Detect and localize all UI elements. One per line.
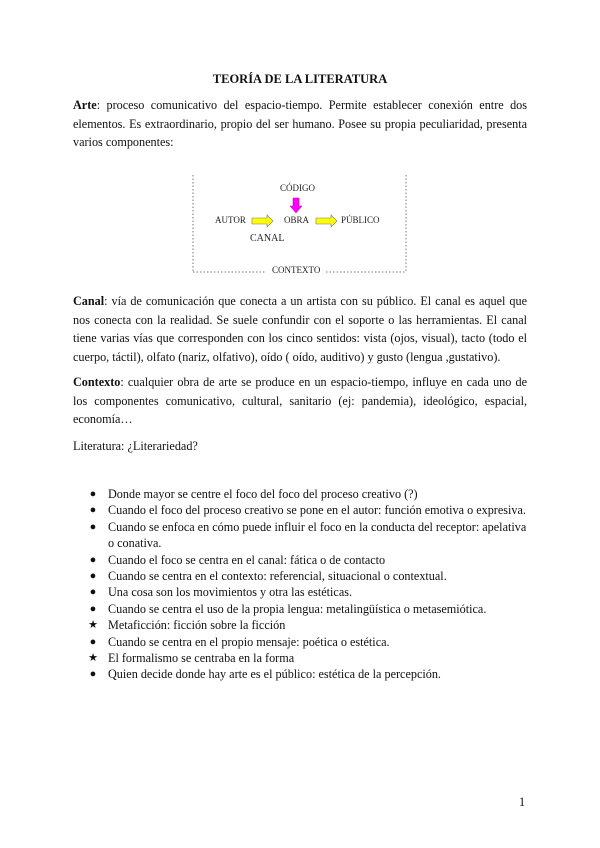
- obra-publico-arrow: [316, 215, 337, 227]
- star-icon: ★: [88, 619, 98, 632]
- canal-text: : vía de comunicación que conecta a un artista con su público. El canal es aquel que nos conecta con la realidad. Se suele confundir con el soporte o las herramientas. El canal tiene varias vías que corresponden con los cinco sentidos: vista (ojos, visual), tacto (todo el cuerpo, táctil), olfato (nariz, olfativo), oído ( oído, auditivo) y gusto (lengua ,gustativo).: [73, 294, 527, 364]
- list-item: [86, 666, 531, 682]
- list-item-text: Metaficción: ficción sobre la ficción: [108, 618, 286, 633]
- list-item: [86, 502, 531, 518]
- list-item-text: Cuando el foco se centra en el canal: fática o de contacto: [108, 552, 386, 567]
- list-item: [86, 584, 531, 600]
- list-item: [86, 552, 531, 568]
- list-item: [86, 634, 531, 650]
- list-item-text: Una cosa son los movimientos y otra las estéticas.: [108, 585, 353, 600]
- list-item: [86, 650, 531, 666]
- list-item-text: Cuando se centra en el propio mensaje: poética o estética.: [108, 634, 390, 649]
- star-icon: ★: [88, 652, 98, 665]
- list-item-text: Cuando se centra el uso de la propia lengua: metalingüística o metasemiótica.: [108, 601, 487, 616]
- list-item-text: Cuando se enfoca en cómo puede influir el foco en la conducta del receptor: apelativa o conativa.: [108, 519, 527, 551]
- bullet-icon: ●: [89, 553, 97, 566]
- label-canal: CANAL: [250, 233, 285, 244]
- bullet-icon: ●: [89, 635, 97, 648]
- label-contexto: CONTEXTO: [272, 265, 321, 275]
- term-canal: Canal: [73, 294, 105, 308]
- bullet-list: [86, 486, 531, 683]
- list-item-text: Cuando el foco del proceso creativo se pone en el autor: función emotiva o expresiva.: [108, 503, 526, 518]
- list-item: [86, 519, 531, 552]
- list-item: [86, 617, 531, 633]
- list-item-text: Donde mayor se centre el foco del foco del proceso creativo (?): [108, 487, 418, 501]
- bullet-icon: ●: [89, 504, 97, 517]
- label-autor: AUTOR: [215, 215, 246, 225]
- contexto-text: : cualquier obra de arte se produce en un espacio-tiempo, influye en cada uno de los componentes comunicativo, cultural, sanitario (ej: pandemia), ideológico, espacial, economía…: [73, 375, 527, 426]
- bullet-icon: ●: [89, 488, 97, 500]
- paragraph-contexto: [73, 373, 527, 429]
- term-contexto: Contexto: [73, 375, 121, 389]
- paragraph-canal: [73, 292, 527, 366]
- label-publico: PÚBLICO: [341, 215, 380, 225]
- bullet-icon: ●: [89, 602, 97, 615]
- page-number: 1: [519, 795, 526, 809]
- list-item-text: Cuando se centra en el contexto: referencial, situacional o contextual.: [108, 569, 447, 584]
- paragraph-arte: [73, 96, 527, 152]
- list-item: [86, 486, 531, 502]
- communication-diagram: [192, 173, 407, 274]
- arte-text: : proceso comunicativo del espacio-tiempo. Permite establecer conexión entre dos elementos. Es extraordinario, propio del ser humano. Posee su propia peculiaridad, presenta varios componentes:: [73, 98, 527, 149]
- bullet-icon: ●: [89, 668, 97, 681]
- page-title: TEORÍA DE LA LITERATURA: [212, 72, 388, 86]
- bullet-icon: ●: [89, 586, 97, 599]
- bullet-icon: ●: [89, 520, 97, 533]
- codigo-arrow: [290, 198, 302, 213]
- term-arte: Arte: [73, 98, 97, 112]
- literatura-line: Literatura: ¿Literariedad?: [73, 439, 198, 453]
- autor-obra-arrow: [252, 215, 273, 227]
- label-codigo: CÓDIGO: [280, 183, 315, 193]
- list-item-text: Quien decide donde hay arte es el público: estética de la percepción.: [108, 667, 441, 682]
- bullet-icon: ●: [89, 570, 97, 583]
- list-item-text: El formalismo se centraba en la forma: [108, 651, 295, 666]
- list-item: [86, 568, 531, 584]
- list-item: [86, 601, 531, 617]
- label-obra: OBRA: [284, 215, 310, 225]
